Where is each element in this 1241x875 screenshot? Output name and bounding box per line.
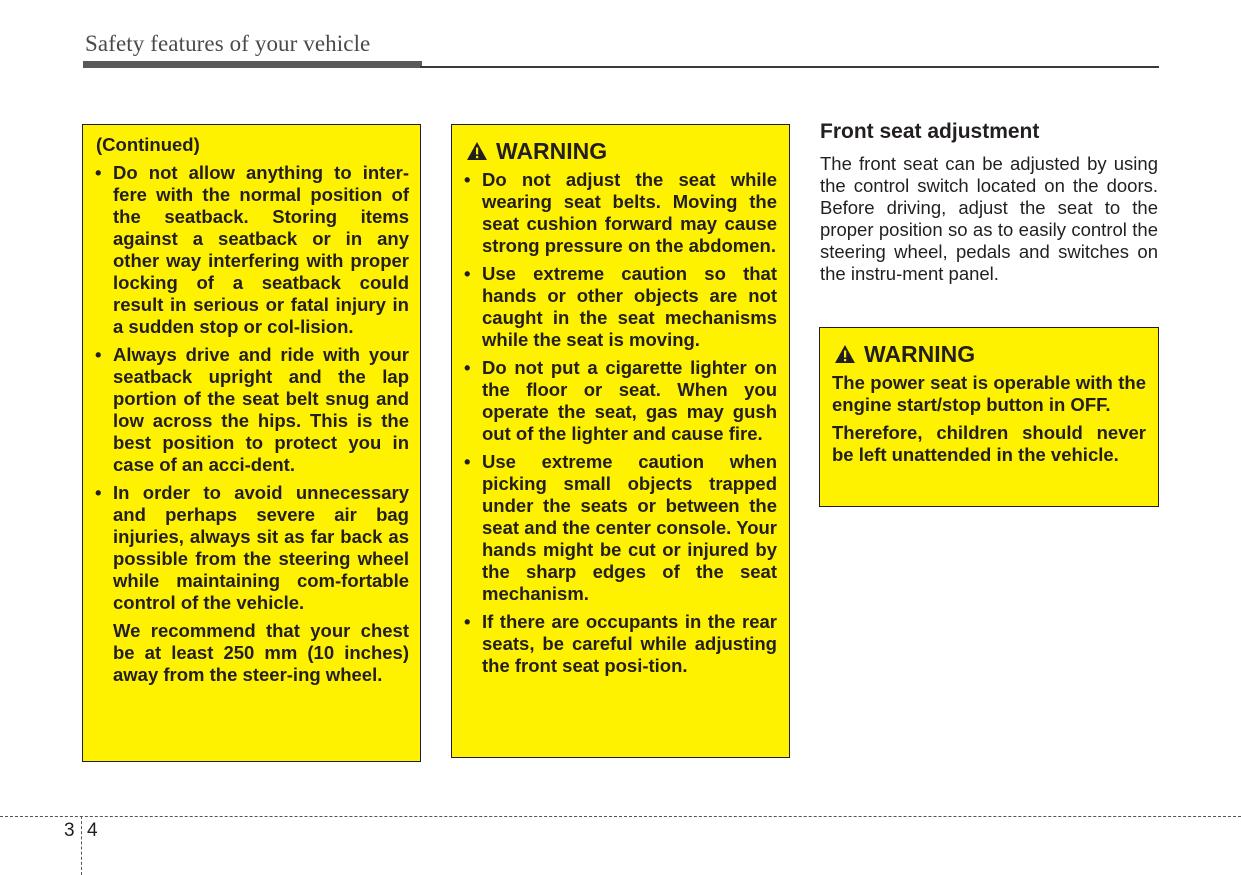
footer-rule: [0, 816, 1241, 817]
footer-divider: [81, 816, 82, 875]
page-number: 4: [87, 820, 98, 841]
bullet-text: Do not put a cigarette lighter on the floor or seat. When you operate the seat, gas may gush out of the lighter and cause fire.: [482, 357, 777, 444]
warning-triangle-icon: [466, 141, 488, 161]
power-seat-warning-box: [819, 327, 1159, 507]
warning-paragraph: Therefore, children should never be left unattended in the vehicle.: [832, 422, 1146, 465]
list-item: [464, 263, 777, 351]
bullet-dot: •: [464, 263, 471, 284]
continued-label: (Continued): [96, 134, 200, 155]
bullet-text: If there are occupants in the rear seats, be careful while adjusting the front seat posi-tion.: [482, 611, 777, 676]
warning-heading: [466, 137, 777, 165]
bullet-dot: •: [95, 344, 102, 365]
list-item: [95, 162, 409, 338]
bullet-dot: •: [95, 482, 102, 503]
list-item: [464, 357, 777, 445]
warning-heading-text: WARNING: [864, 341, 976, 367]
bullet-text: Do not allow anything to inter-fere with the normal position of the seatback. Storing items against a seatback or in any other way interfering with proper locking of a seatback could result in serious or fatal injury in a sudden stop or col-lision.: [113, 162, 409, 337]
list-item: [464, 451, 777, 605]
list-item: [95, 344, 409, 476]
warning-triangle-icon: [834, 344, 856, 364]
bullet-text: Use extreme caution when picking small objects trapped under the seats or between the seat and the center console. Your hands might be cut or injured by the sharp edges of the seat mechanism.: [482, 451, 777, 604]
chapter-number: 3: [64, 820, 75, 841]
list-item: [95, 482, 409, 686]
bullet-text: Always drive and ride with your seatback upright and the lap portion of the seat belt snug and low across the hips. This is the best position to protect you in case of an acci-dent.: [113, 344, 409, 475]
list-item: [464, 611, 777, 677]
warning-paragraph: The power seat is operable with the engine start/stop button in OFF.: [832, 372, 1146, 415]
recommendation-paragraph: We recommend that your chest be at least 250 mm (10 inches) away from the steer-ing wheel.: [113, 620, 409, 685]
warning-heading-text: WARNING: [496, 138, 608, 164]
bullet-text: Do not adjust the seat while wearing seat belts. Moving the seat cushion forward may cause strong pressure on the abdomen.: [482, 169, 777, 256]
warning-heading: [834, 340, 1146, 368]
header-rule: [420, 66, 1159, 68]
list-item: [464, 169, 777, 257]
continued-bullet-list: [95, 162, 409, 686]
bullet-dot: •: [464, 451, 471, 472]
bullet-dot: •: [95, 162, 102, 183]
seat-warning-box: [451, 124, 790, 758]
bullet-text: Use extreme caution so that hands or other objects are not caught in the seat mechanisms while the seat is moving.: [482, 263, 777, 350]
section-paragraph: The front seat can be adjusted by using the control switch located on the doors. Before driving, adjust the seat to the proper position so as to easily control the steering wheel, pedals and switches on the instru-ment panel.: [820, 153, 1158, 284]
header-accent-bar: [83, 61, 422, 68]
bullet-dot: •: [464, 357, 471, 378]
warning-bullet-list: [464, 169, 777, 677]
continued-warning-box: [82, 124, 421, 762]
bullet-dot: •: [464, 169, 471, 190]
page-header-title: Safety features of your vehicle: [85, 31, 371, 56]
bullet-text: In order to avoid unnecessary and perhaps severe air bag injuries, always sit as far back as possible from the steering wheel while maintaining com-fortable control of the vehicle.: [113, 482, 409, 613]
section-heading: Front seat adjustment: [820, 120, 1040, 143]
bullet-dot: •: [464, 611, 471, 632]
